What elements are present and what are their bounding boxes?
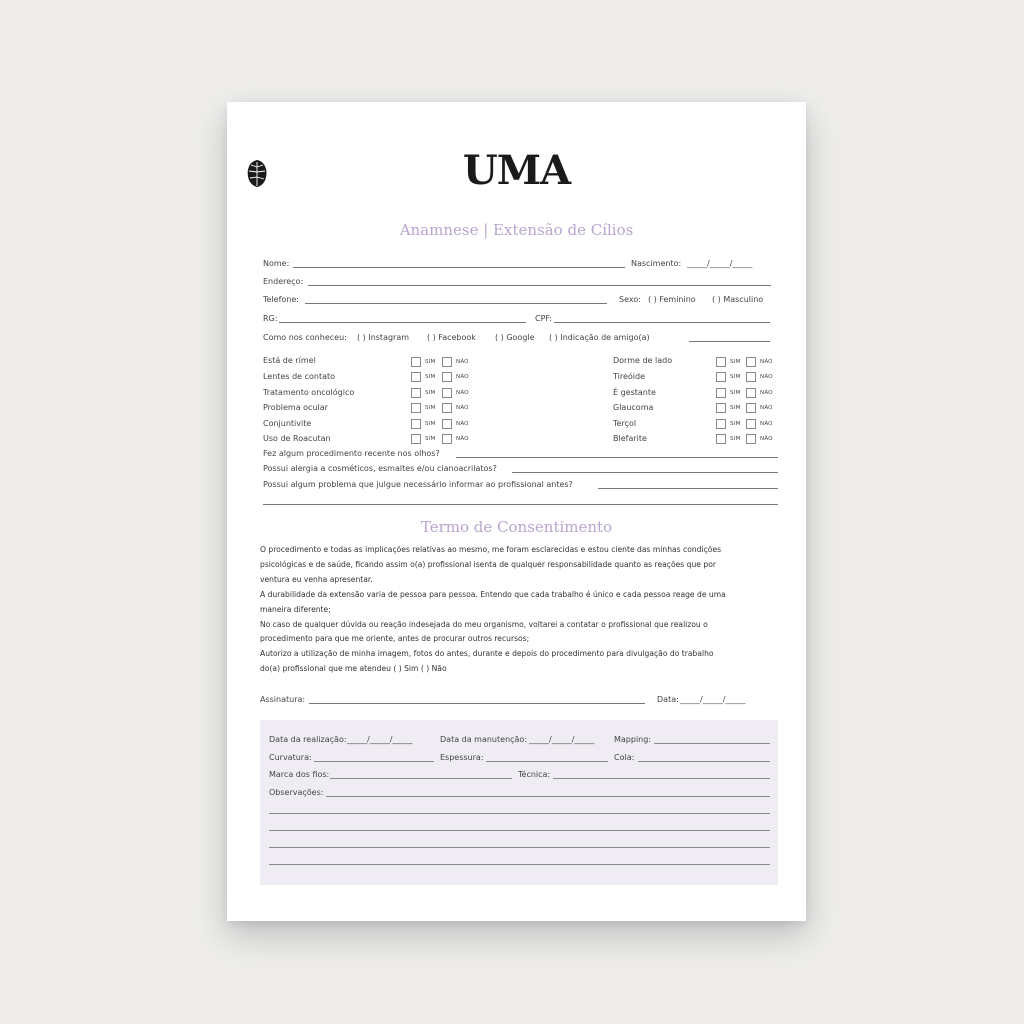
sim-checkbox[interactable] bbox=[411, 419, 421, 429]
data-manutencao-field[interactable]: _____/_____/_____ bbox=[529, 735, 595, 744]
question-oncologico: Tratamento oncológico bbox=[263, 388, 355, 397]
nao-checkbox[interactable] bbox=[746, 372, 756, 382]
facebook-option[interactable]: ( ) Facebook bbox=[427, 333, 476, 342]
sim-label: SIM bbox=[730, 421, 741, 427]
question-roacutan: Uso de Roacutan bbox=[263, 434, 331, 443]
sim-checkbox[interactable] bbox=[411, 388, 421, 398]
nao-label: NÃO bbox=[760, 421, 773, 427]
marca-fios-field[interactable] bbox=[330, 778, 512, 779]
question-conjuntivite: Conjuntivite bbox=[263, 419, 312, 428]
observacoes-line[interactable] bbox=[269, 864, 770, 865]
sim-checkbox[interactable] bbox=[411, 434, 421, 444]
rg-label: RG: bbox=[263, 314, 278, 323]
procedimento-field[interactable] bbox=[456, 457, 778, 458]
question-rimel: Está de rímel bbox=[263, 356, 316, 365]
nao-label: NÃO bbox=[456, 421, 469, 427]
observacoes-line[interactable] bbox=[269, 847, 770, 848]
sim-label: SIM bbox=[425, 405, 436, 411]
assinatura-field[interactable] bbox=[309, 703, 645, 704]
nao-checkbox[interactable] bbox=[746, 434, 756, 444]
data-label: Data: bbox=[657, 695, 679, 704]
question-tercol: Terçol bbox=[613, 419, 637, 428]
nao-label: NÃO bbox=[760, 405, 773, 411]
assinatura-label: Assinatura: bbox=[260, 695, 306, 704]
nao-label: NÃO bbox=[456, 436, 469, 442]
nao-label: NÃO bbox=[456, 390, 469, 396]
uma-logo bbox=[227, 148, 806, 194]
telefone-label: Telefone: bbox=[263, 295, 299, 304]
curvatura-label: Curvatura: bbox=[269, 753, 312, 762]
sim-checkbox[interactable] bbox=[716, 388, 726, 398]
nao-checkbox[interactable] bbox=[442, 434, 452, 444]
monstera-leaf-icon bbox=[244, 158, 270, 188]
instagram-option[interactable]: ( ) Instagram bbox=[357, 333, 410, 342]
consent-line: Autorizo a utilização de minha imagem, fotos do antes, durante e depois do procedimento para divulgação do trabalho bbox=[260, 649, 714, 659]
problema-field[interactable] bbox=[598, 488, 778, 489]
consent-line: O procedimento e todas as implicações relativas ao mesmo, me foram esclarecidas e estou ciente das minhas condições bbox=[260, 545, 722, 554]
sim-checkbox[interactable] bbox=[716, 403, 726, 413]
open-question-problema: Possui algum problema que julgue necessário informar ao profissional antes? bbox=[263, 480, 573, 489]
open-question-procedimento: Fez algum procedimento recente nos olhos? bbox=[263, 449, 440, 458]
feminino-option[interactable]: ( ) Feminino bbox=[648, 295, 696, 304]
question-lentes: Lentes de contato bbox=[263, 372, 336, 381]
observacoes-line[interactable] bbox=[269, 813, 770, 814]
sim-checkbox[interactable] bbox=[716, 434, 726, 444]
consent-line: procedimento para que me oriente, antes de procurar outros recursos; bbox=[260, 634, 530, 644]
nascimento-label: Nascimento: bbox=[631, 259, 682, 268]
sim-label: SIM bbox=[425, 421, 436, 427]
nome-label: Nome: bbox=[263, 259, 290, 268]
cpf-field[interactable] bbox=[554, 322, 770, 323]
rg-field[interactable] bbox=[279, 322, 526, 323]
sim-checkbox[interactable] bbox=[411, 372, 421, 382]
masculino-option[interactable]: ( ) Masculino bbox=[712, 295, 764, 304]
tecnica-label: Técnica: bbox=[518, 770, 551, 779]
question-ocular: Problema ocular bbox=[263, 403, 328, 412]
sim-checkbox[interactable] bbox=[716, 419, 726, 429]
question-gestante: É gestante bbox=[613, 388, 656, 397]
nascimento-field[interactable]: _____/_____/_____ bbox=[687, 259, 753, 268]
endereco-label: Endereço: bbox=[263, 277, 304, 286]
question-tireoide: Tireóide bbox=[613, 372, 646, 381]
nao-checkbox[interactable] bbox=[746, 357, 756, 367]
sim-label: SIM bbox=[425, 390, 436, 396]
problema-field-extra[interactable] bbox=[263, 504, 778, 505]
marca-fios-label: Marca dos fios: bbox=[269, 770, 330, 779]
observacoes-line[interactable] bbox=[269, 830, 770, 831]
nao-label: NÃO bbox=[760, 359, 773, 365]
nao-checkbox[interactable] bbox=[442, 372, 452, 382]
nao-checkbox[interactable] bbox=[442, 357, 452, 367]
mapping-label: Mapping: bbox=[614, 735, 652, 744]
mapping-field[interactable] bbox=[654, 743, 770, 744]
nao-label: NÃO bbox=[760, 374, 773, 380]
cpf-label: CPF: bbox=[535, 314, 553, 323]
sexo-label: Sexo: bbox=[619, 295, 641, 304]
espessura-field[interactable] bbox=[486, 761, 608, 762]
consent-line: A durabilidade da extensão varia de pessoa para pessoa. Entendo que cada trabalho é único e cada pessoa reage de uma bbox=[260, 589, 726, 599]
question-glaucoma: Glaucoma bbox=[613, 403, 654, 412]
sim-label: SIM bbox=[730, 436, 741, 442]
logo-letters-ma: MA bbox=[496, 147, 571, 194]
cola-field[interactable] bbox=[638, 761, 770, 762]
nome-field[interactable] bbox=[293, 267, 625, 268]
indicacao-option[interactable]: ( ) Indicação de amigo(a) bbox=[549, 333, 650, 342]
nao-checkbox[interactable] bbox=[442, 403, 452, 413]
espessura-label: Espessura: bbox=[440, 753, 484, 762]
observacoes-label: Observações: bbox=[269, 788, 324, 797]
indicacao-field[interactable] bbox=[689, 341, 770, 342]
sim-checkbox[interactable] bbox=[716, 357, 726, 367]
question-blefarite: Blefarite bbox=[613, 434, 647, 443]
anamnese-form-page bbox=[227, 102, 806, 921]
sim-label: SIM bbox=[730, 374, 741, 380]
sim-label: SIM bbox=[730, 390, 741, 396]
consent-line: No caso de qualquer dúvida ou reação indesejada do meu organismo, voltarei a contatar o profissional que realizou o bbox=[260, 619, 708, 629]
nao-label: NÃO bbox=[760, 436, 773, 442]
sim-label: SIM bbox=[425, 436, 436, 442]
question-dorme-lado: Dorme de lado bbox=[613, 356, 673, 365]
sim-label: SIM bbox=[425, 359, 436, 365]
alergia-field[interactable] bbox=[512, 472, 778, 473]
sim-label: SIM bbox=[730, 359, 741, 365]
curvatura-field[interactable] bbox=[314, 761, 434, 762]
nao-label: NÃO bbox=[456, 374, 469, 380]
consent-line: maneira diferente; bbox=[260, 604, 331, 614]
data-manutencao-label: Data da manutenção: bbox=[440, 735, 528, 744]
nao-checkbox[interactable] bbox=[746, 419, 756, 429]
como-conheceu-label: Como nos conheceu: bbox=[263, 333, 347, 342]
tecnica-field[interactable] bbox=[553, 778, 770, 779]
nao-checkbox[interactable] bbox=[442, 419, 452, 429]
professional-section bbox=[260, 720, 778, 885]
google-option[interactable]: ( ) Google bbox=[495, 333, 535, 342]
nao-label: NÃO bbox=[456, 405, 469, 411]
endereco-field[interactable] bbox=[308, 285, 771, 286]
consent-text bbox=[260, 543, 779, 677]
nao-label: NÃO bbox=[760, 390, 773, 396]
sim-label: SIM bbox=[425, 374, 436, 380]
data-realizacao-field[interactable]: _____/_____/_____ bbox=[347, 735, 413, 744]
observacoes-field[interactable] bbox=[326, 796, 770, 797]
cola-label: Cola: bbox=[614, 753, 635, 762]
telefone-field[interactable] bbox=[305, 303, 607, 304]
sim-label: SIM bbox=[730, 405, 741, 411]
open-question-alergia: Possui alergia a cosméticos, esmaltes e/ou cianoacrilatos? bbox=[263, 464, 497, 473]
consent-line: psicológicas e de saúde, ficando assim o(a) profissional isenta de qualquer responsabilidade quanto as reações que por bbox=[260, 559, 716, 569]
consent-title: Termo de Consentimento bbox=[420, 518, 613, 536]
nao-label: NÃO bbox=[456, 359, 469, 365]
nao-checkbox[interactable] bbox=[746, 403, 756, 413]
sim-checkbox[interactable] bbox=[411, 403, 421, 413]
form-title: Anamnese | Extensão de Cílios bbox=[399, 221, 634, 239]
sim-checkbox[interactable] bbox=[411, 357, 421, 367]
nao-checkbox[interactable] bbox=[442, 388, 452, 398]
consent-line: ventura eu venha apresentar. bbox=[260, 574, 373, 584]
sim-checkbox[interactable] bbox=[716, 372, 726, 382]
consent-line: do(a) profissional que me atendeu ( ) Sim ( ) Não bbox=[260, 664, 447, 674]
data-realizacao-label: Data da realização: bbox=[269, 735, 347, 744]
logo-letter-u: U bbox=[462, 147, 497, 194]
nao-checkbox[interactable] bbox=[746, 388, 756, 398]
data-field[interactable]: _____/_____/_____ bbox=[680, 695, 746, 704]
